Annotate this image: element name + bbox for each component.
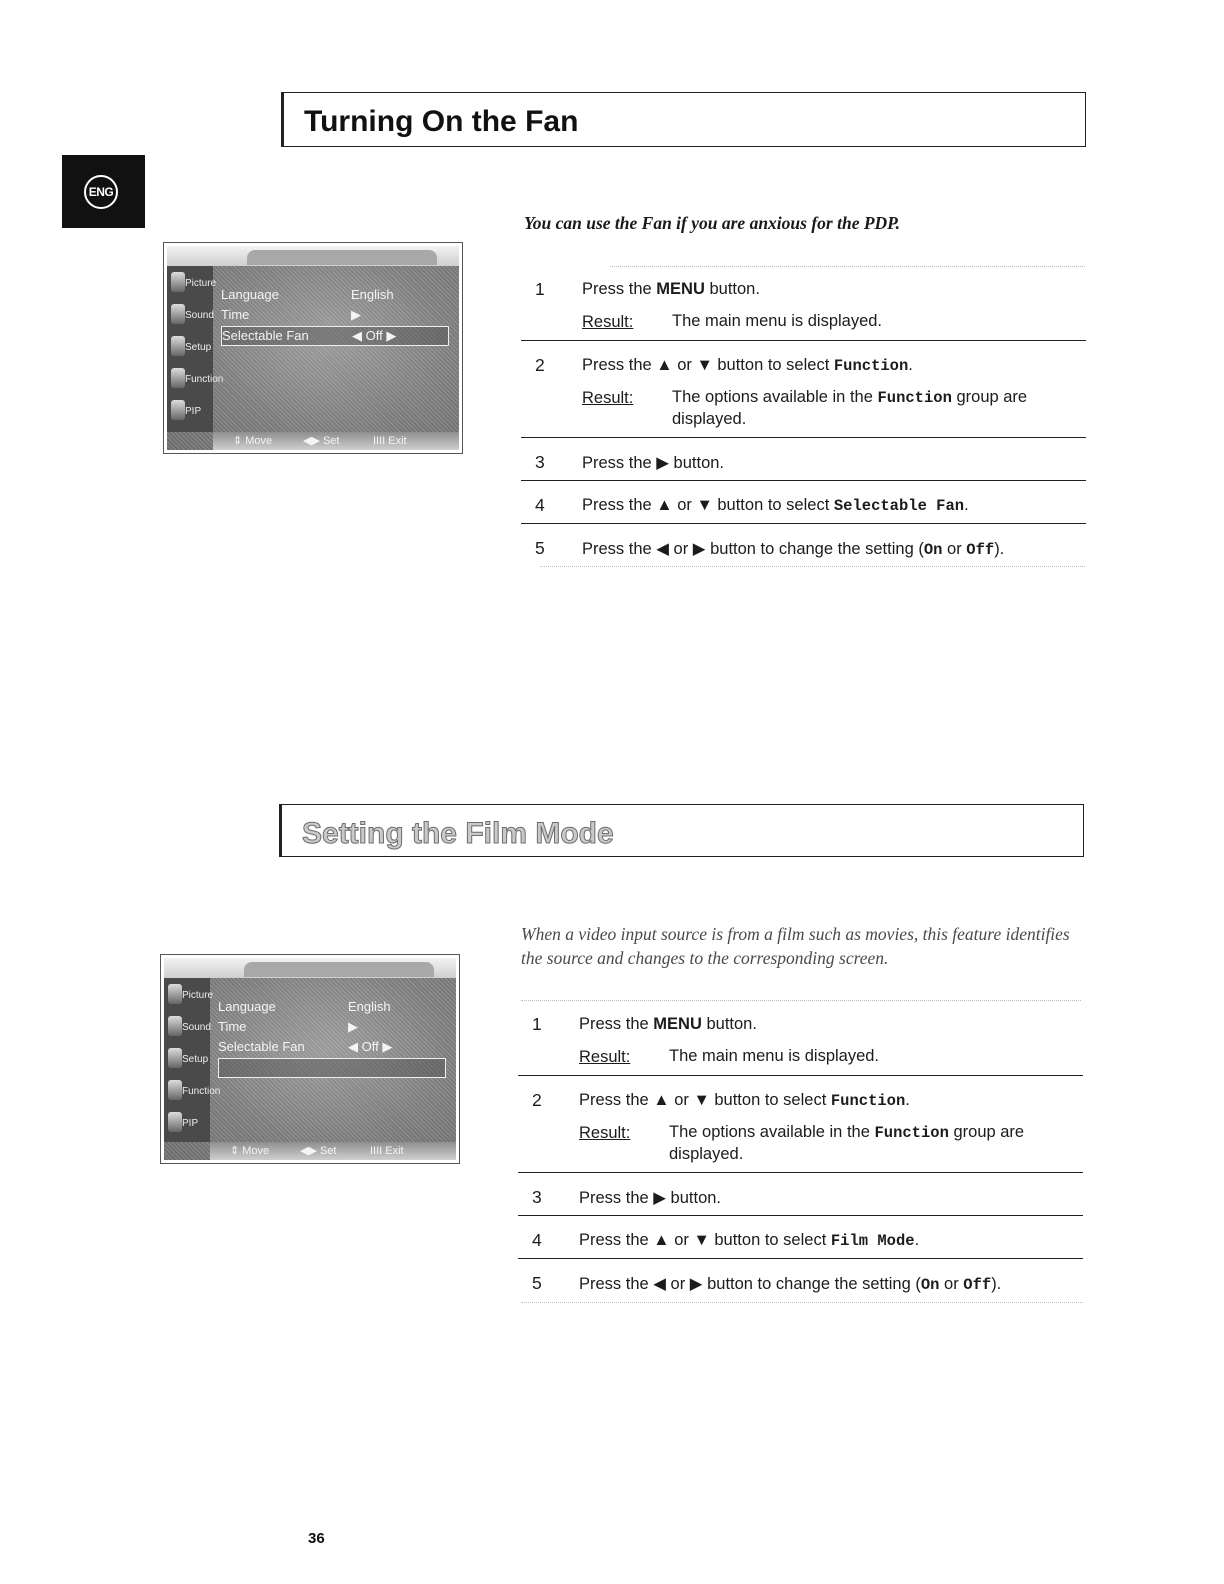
step-3: 3 Press the ▶ button.: [518, 1173, 1083, 1216]
menu-row-selectable-fan: Selectable Fan ◀ Off ▶: [221, 326, 449, 346]
step-5: 5 Press the ◀ or ▶ button to change the setting (On or Off).: [532, 1273, 1002, 1294]
pip-icon: [168, 1112, 182, 1132]
step-4: 4 Press the ▲ or ▼ button to select Selectable Fan.: [521, 481, 1086, 524]
divider: [610, 266, 1085, 268]
tv-menu-footer: ⇕ Move ◀▶ Set IIII Exit: [213, 432, 459, 450]
sidebar-item-setup: Setup: [169, 332, 211, 364]
menu-row-language: Language English: [221, 287, 394, 302]
pip-icon: [171, 400, 185, 420]
tv-menu-screenshot-film-mode: [160, 954, 460, 1164]
divider: [521, 1000, 1081, 1002]
tv-menu-header: [164, 958, 456, 978]
tv-screen: [164, 958, 456, 1160]
sidebar-item-pip: PIP: [169, 396, 211, 428]
intro-film-mode: When a video input source is from a film such as movies, this feature identifies the source and changes to the corresponding screen.: [521, 924, 1070, 968]
sound-icon: [171, 304, 185, 324]
step-2: 2 Press the ▲ or ▼ button to select Function. Result: The options available in the Function group are displayed.: [521, 341, 1086, 438]
tv-menu-screenshot-fan: [163, 242, 463, 454]
sidebar-item-picture: Picture: [166, 980, 208, 1012]
step-2: 2 Press the ▲ or ▼ button to select Function. Result: The options available in the Function group are displayed.: [518, 1076, 1083, 1173]
picture-icon: [168, 984, 182, 1004]
tv-menu-footer: ⇕ Move ◀▶ Set IIII Exit: [210, 1142, 456, 1160]
steps-list-film-mode: [518, 1007, 1083, 1299]
divider: [540, 566, 1085, 568]
setup-icon: [171, 336, 185, 356]
function-icon: [171, 368, 185, 388]
menu-row-language: Language English: [218, 999, 391, 1014]
menu-row-time: Time ▶: [218, 1019, 358, 1034]
language-tab: [62, 155, 145, 228]
eng-badge: ENG: [84, 175, 118, 209]
sidebar-item-sound: Sound: [169, 300, 211, 332]
menu-row-time: Time ▶: [221, 307, 361, 322]
page-number: 36: [308, 1530, 325, 1547]
sound-icon: [168, 1016, 182, 1036]
section-title-film-mode: Setting the Film Mode: [279, 804, 1084, 857]
step-1: 1 Press the MENU button. Result: The main menu is displayed.: [518, 1007, 1083, 1076]
menu-row-highlight-empty: [218, 1058, 446, 1078]
sidebar-item-pip: PIP: [166, 1108, 208, 1140]
step-1: 1 Press the MENU button. Result: The main menu is displayed.: [521, 272, 1086, 341]
sidebar-item-function: Function: [169, 364, 211, 396]
menu-row-selectable-fan: Selectable Fan ◀ Off ▶: [218, 1039, 393, 1054]
divider: [521, 1302, 1083, 1304]
steps-list-fan: [521, 272, 1086, 564]
function-icon: [168, 1080, 182, 1100]
step-3: 3 Press the ▶ button.: [521, 438, 1086, 481]
step-5: 5 Press the ◀ or ▶ button to change the setting (On or Off).: [535, 538, 1005, 559]
tv-menu-sidebar: [167, 266, 224, 432]
tv-menu-sidebar: [164, 978, 221, 1142]
sidebar-item-picture: Picture: [169, 268, 211, 300]
sidebar-item-setup: Setup: [166, 1044, 208, 1076]
tv-screen: [167, 246, 459, 450]
picture-icon: [171, 272, 185, 292]
sidebar-item-function: Function: [166, 1076, 208, 1108]
sidebar-item-sound: Sound: [166, 1012, 208, 1044]
intro-fan: You can use the Fan if you are anxious for the PDP.: [524, 213, 900, 233]
section-title-fan: Turning On the Fan: [281, 92, 1086, 147]
step-4: 4 Press the ▲ or ▼ button to select Film Mode.: [518, 1216, 1083, 1259]
setup-icon: [168, 1048, 182, 1068]
tv-menu-header: [167, 246, 459, 266]
